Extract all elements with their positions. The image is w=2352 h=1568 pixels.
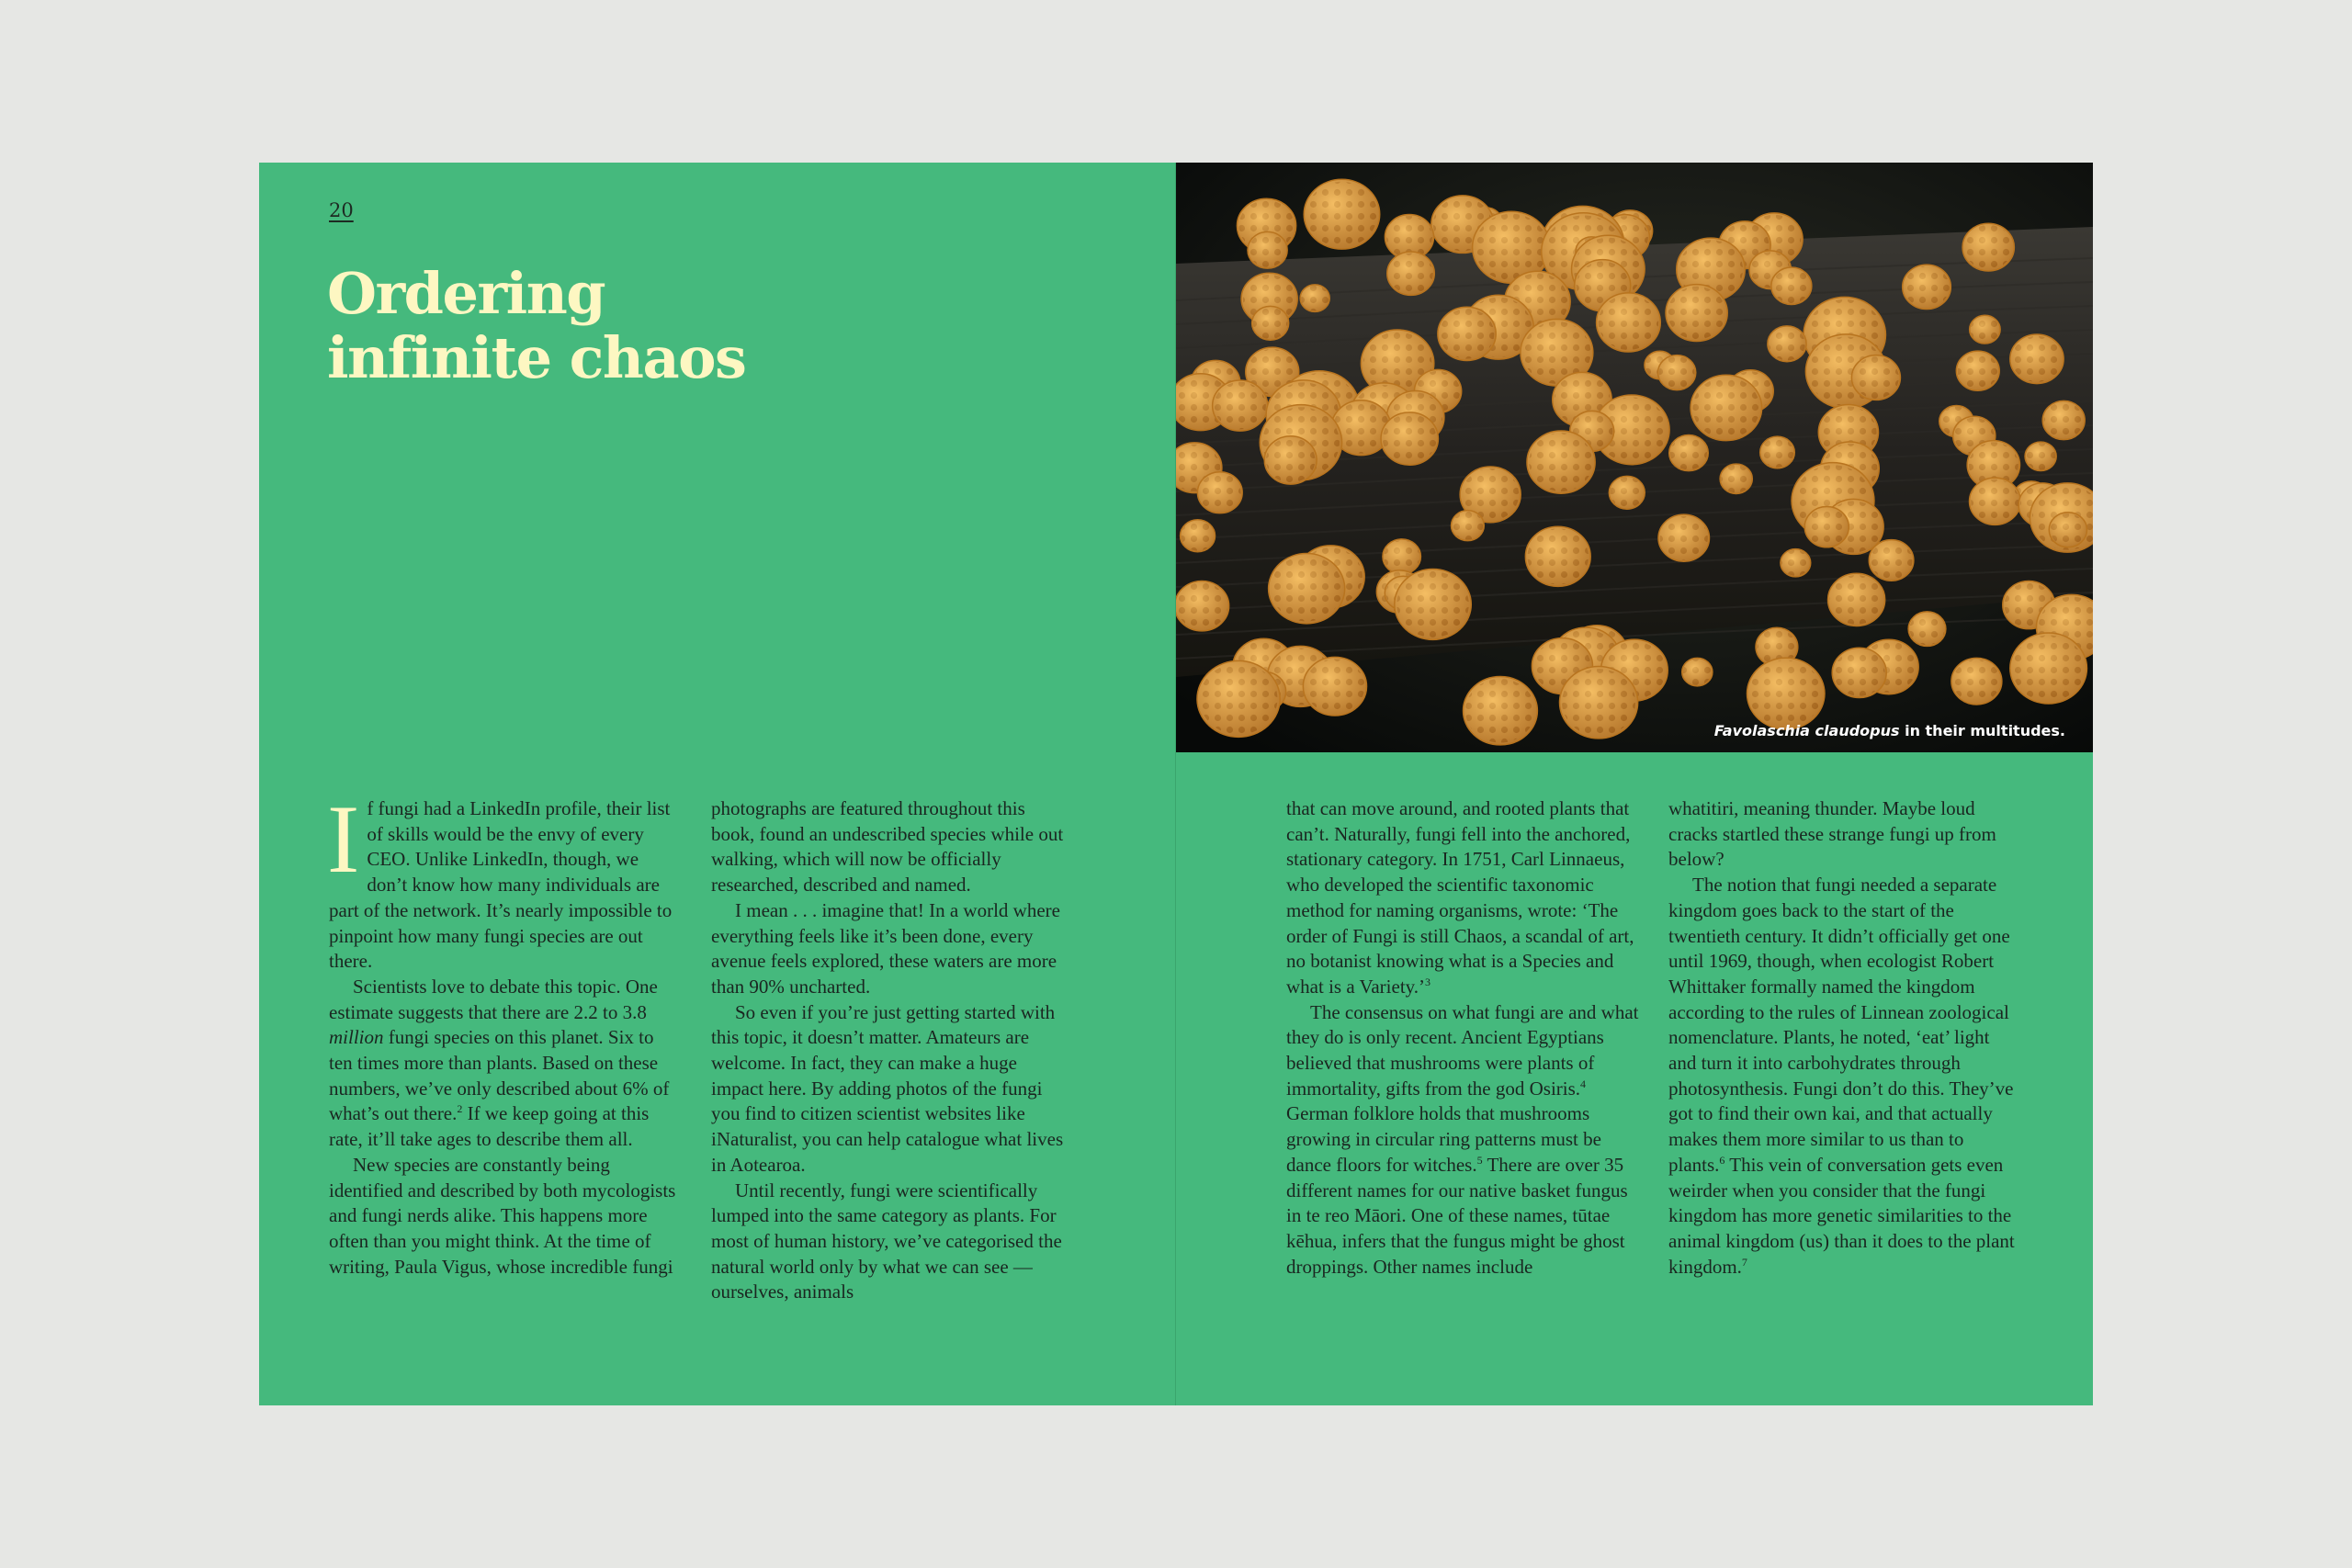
paragraph: So even if you’re just getting started with this topic, it doesn’t matter. Amateurs are welcome. In fact, they can make a huge impact here. By adding photos of the fungi you find to citizen scientist websites like iNaturalist, you can help catalogue what lives in Aotearoa. <box>711 1000 1064 1176</box>
emphasis: million <box>329 1026 384 1049</box>
left-column-2 <box>711 796 1064 1305</box>
footnote-ref: 4 <box>1580 1077 1587 1090</box>
footnote-ref: 5 <box>1476 1153 1483 1167</box>
paragraph: If fungi had a LinkedIn profile, their list of skills would be the envy of every CEO. Unlike LinkedIn, though, we don’t know how many individuals are part of the network. It’s nearly impossible to pinpoint how many fungi species are out there. <box>327 785 673 973</box>
page-title: Ordering infinite chaos <box>327 260 746 391</box>
paragraph: photographs are featured throughout this book, found an undescribed species while out walking, which will now be officially researched, described and named. <box>711 797 1064 897</box>
left-column-1 <box>327 785 682 1280</box>
paragraph: I mean . . . imagine that! In a world where everything feels like it’s been done, every avenue feels explored, these waters are more than 90% uncharted. <box>711 898 1060 998</box>
page-number: 20 <box>329 199 354 221</box>
footnote-ref: 2 <box>457 1102 463 1116</box>
paragraph: The consensus on what fungi are and what they do is only recent. Ancient Egyptians believed that mushrooms were plants of immortality, gifts from the god Osiris.$^4$ German folklore holds that mushrooms growing in circular ring patterns must be dance floors for witches.$^5$ There are over 35 different names for our native basket fungus in te reo Māori. One of these names, tūtae kēhua, infers that the fungus might be ghost droppings. Other names include <box>1286 1000 1639 1278</box>
right-column-1 <box>1286 796 1639 1280</box>
right-column-2 <box>1668 796 2021 1280</box>
footnote-ref: 6 <box>1719 1153 1725 1167</box>
paragraph: The notion that fungi needed a separate kingdom goes back to the start of the twentieth century. It didn’t officially get one until 1969, though, when ecologist Robert Whittaker formally named the kingdom according to the rules of Linnean zoological nomenclature. Plants, he noted, ‘eat’ light and turn it into carbohydrates through photosynthesis. Fungi don’t do this. They’ve got to find their own kai, and that actually makes them more similar to us than to plants.$^6$ This vein of conversation gets even weirder when you consider that the fungi kingdom has more genetic similarities to the animal kingdom (us) than it does to the plant kingdom.$^7$ <box>1668 874 2015 1278</box>
paragraph: New species are constantly being identified and described by both mycologists and fungi nerds alike. This happens more often than you might think. At the time of writing, Paula Vigus, whose incredible fungi <box>329 1153 676 1278</box>
book-spread <box>259 163 2093 1405</box>
paragraph: Until recently, fungi were scientifically lumped into the same category as plants. For most of human history, we’ve categorised the natural world only by what we can see — ourselves, animals <box>711 1179 1062 1303</box>
footnote-ref: 3 <box>1425 975 1431 988</box>
fungi-illustration <box>1176 163 2093 752</box>
paragraph: whatitiri, meaning thunder. Maybe loud cracks startled these strange fungi up from below? <box>1668 797 1996 871</box>
drop-cap: I <box>327 785 360 893</box>
right-page <box>1176 163 2093 1405</box>
fungi-photo <box>1176 163 2093 752</box>
left-page <box>259 163 1175 1405</box>
footnote-ref: 7 <box>1741 1255 1747 1269</box>
paragraph: Scientists love to debate this topic. One estimate suggests that there are 2.2 to 3.8 million fungi species on this planet. Six to ten times more than plants. Based on these numbers, we’ve only described about 6% of what’s out there.$^2$ If we keep going at this rate, it’ll take ages to describe them all. <box>329 975 670 1151</box>
photo-caption: Favolaschia claudopus in their multitudes. <box>1713 722 2065 739</box>
paragraph: that can move around, and rooted plants that can’t. Naturally, fungi fell into the anchored, stationary category. In 1751, Carl Linnaeus, who developed the scientific taxonomic method for naming organisms, wrote: ‘The order of Fungi is still Chaos, a scandal of art, no botanist knowing what is a Species and what is a Variety.’$^3$ <box>1286 797 1634 998</box>
